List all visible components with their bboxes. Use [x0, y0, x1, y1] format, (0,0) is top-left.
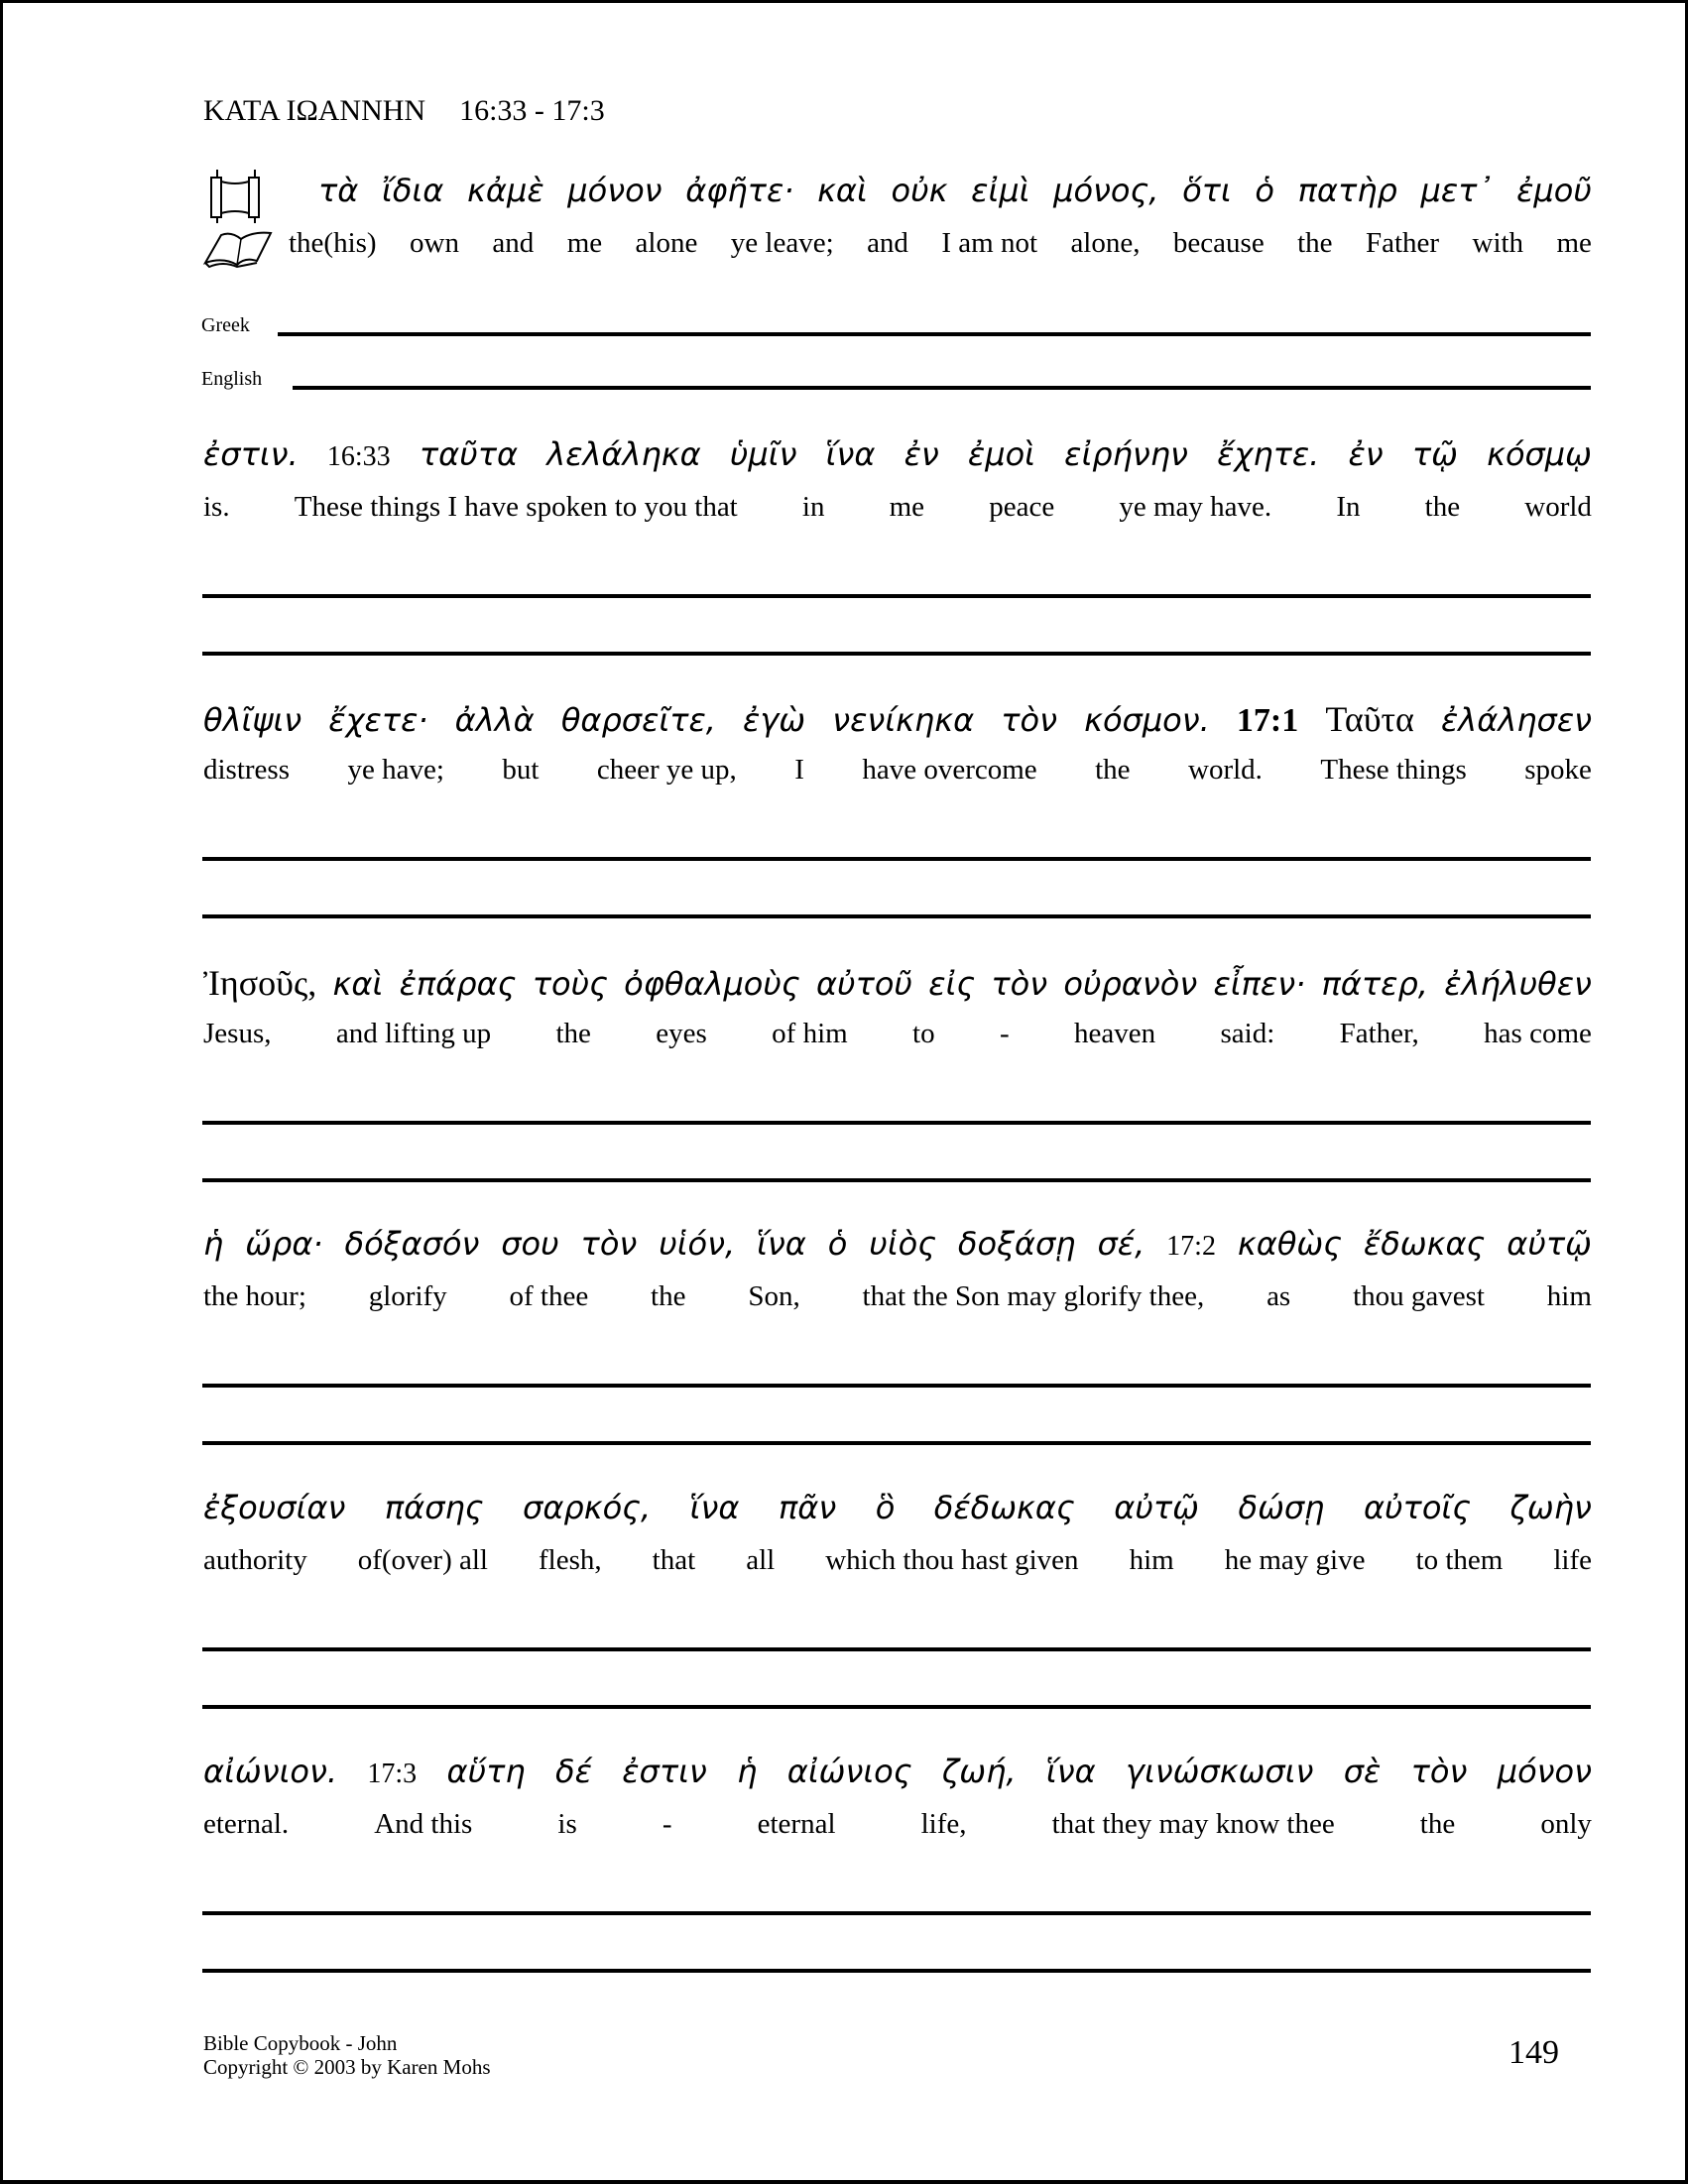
- greek-word: καθὼς: [1237, 1225, 1342, 1263]
- english-word: the: [555, 1018, 591, 1049]
- greek-word: ὅτι: [1182, 172, 1232, 209]
- greek-word: σέ,: [1097, 1225, 1145, 1263]
- english-word: that: [652, 1544, 696, 1576]
- greek-word: θλῖψιν: [203, 701, 302, 739]
- greek-word: καὶ: [817, 172, 868, 209]
- english-word: to them: [1415, 1544, 1504, 1576]
- greek-writing-line[interactable]: [202, 1911, 1591, 1915]
- greek-word: ἐλήλυθεν: [1444, 965, 1592, 1003]
- english-word: alone: [635, 227, 698, 259]
- greek-word: σου: [501, 1225, 559, 1263]
- english-text: [203, 1280, 1592, 1313]
- greek-writing-line[interactable]: [202, 594, 1591, 598]
- greek-word: αἰώνιον.: [203, 1753, 338, 1790]
- greek-word: τοὺς: [532, 965, 608, 1003]
- greek-word: μόνον: [1497, 1753, 1592, 1790]
- english-word: but: [502, 754, 540, 786]
- greek-text: [203, 1489, 1592, 1526]
- verse-number: 16:33: [326, 441, 391, 472]
- greek-word: δόξασόν: [344, 1225, 480, 1263]
- english-word: have overcome: [862, 754, 1037, 786]
- greek-word: πάτερ,: [1321, 965, 1428, 1003]
- greek-word: μόνος,: [1053, 172, 1159, 209]
- greek-word: εἰρήνην: [1064, 435, 1188, 473]
- greek-word: ἔχητε.: [1217, 435, 1320, 473]
- greek-word: τὸν: [1410, 1753, 1468, 1790]
- english-word: of him: [772, 1018, 848, 1049]
- greek-word: δέδωκας: [933, 1489, 1075, 1526]
- greek-word: ἵνα: [1045, 1753, 1096, 1790]
- english-word: and lifting up: [335, 1018, 492, 1049]
- english-word: glorify: [368, 1280, 447, 1312]
- greek-word: ἐμοῦ: [1516, 172, 1592, 209]
- english-writing-line[interactable]: [202, 652, 1591, 656]
- english-word: thou gavest: [1353, 1280, 1485, 1312]
- english-word: flesh,: [539, 1544, 602, 1576]
- english-word: as: [1266, 1280, 1291, 1312]
- greek-writing-line[interactable]: [202, 1121, 1591, 1125]
- greek-word: θαρσεῖτε,: [560, 701, 716, 739]
- english-writing-line[interactable]: [202, 1969, 1591, 1973]
- page-header: [203, 94, 605, 128]
- greek-word: κόσμῳ: [1487, 435, 1592, 473]
- english-writing-line[interactable]: [202, 1441, 1591, 1445]
- english-word: Son,: [748, 1280, 800, 1312]
- footer-copyright: Copyright © 2003 by Karen Mohs: [203, 2055, 491, 2079]
- greek-word: τὸν: [1001, 701, 1057, 739]
- english-word: all: [746, 1544, 776, 1576]
- greek-word: ἀλλὰ: [454, 701, 535, 739]
- english-word: -: [999, 1018, 1010, 1049]
- english-word: is.: [203, 491, 230, 523]
- page-number: 149: [1508, 2034, 1559, 2071]
- greek-word: αὐτῷ: [1114, 1489, 1199, 1526]
- greek-word: ὑμῖν: [729, 435, 797, 473]
- english-word: Jesus,: [203, 1018, 272, 1049]
- footer-title: Bible Copybook - John: [203, 2031, 398, 2055]
- english-word: because: [1172, 227, 1265, 259]
- english-word: eyes: [656, 1018, 707, 1049]
- english-word: and: [867, 227, 908, 259]
- english-writing-line[interactable]: [202, 1178, 1591, 1182]
- greek-word: τὰ: [318, 172, 359, 209]
- english-text: [203, 1808, 1592, 1841]
- english-word: ye have;: [347, 754, 444, 786]
- english-word: in: [801, 491, 825, 523]
- greek-word: ἐστιν: [622, 1753, 707, 1790]
- verse-line: [3, 1225, 1688, 1423]
- greek-word: δοξάσῃ: [957, 1225, 1076, 1263]
- english-practice-label: English: [201, 368, 263, 390]
- greek-word: υἱὸς: [869, 1225, 936, 1263]
- greek-text: [318, 172, 1592, 209]
- greek-word: τὸν: [991, 965, 1048, 1003]
- greek-word: κόσμον.: [1084, 701, 1210, 739]
- english-word: eternal.: [203, 1808, 290, 1840]
- greek-word: Ἰησοῦς,: [203, 963, 317, 1003]
- english-word: spoke: [1524, 754, 1592, 786]
- greek-word: οὐρανὸν: [1063, 965, 1198, 1003]
- english-word: of(over) all: [357, 1544, 488, 1576]
- greek-word: οὐκ: [891, 172, 948, 209]
- english-word: heaven: [1074, 1018, 1156, 1049]
- verse-number: 17:2: [1166, 1231, 1216, 1262]
- greek-word: ὁ: [827, 1225, 848, 1263]
- english-writing-line[interactable]: [202, 1705, 1591, 1709]
- greek-word: Ταῦτα: [1325, 699, 1414, 739]
- greek-word: μόνον: [567, 172, 663, 209]
- english-word: Father,: [1339, 1018, 1419, 1049]
- english-word: is: [557, 1808, 577, 1840]
- english-word: life,: [920, 1808, 967, 1840]
- greek-word: ὀφθαλμοὺς: [624, 965, 800, 1003]
- english-word: has come: [1484, 1018, 1592, 1049]
- greek-text: [203, 698, 1592, 740]
- greek-word: τὸν: [580, 1225, 638, 1263]
- passage-reference: 16:33 - 17:3: [459, 94, 605, 127]
- greek-word: ἐστιν.: [203, 435, 299, 473]
- english-word: own: [410, 227, 459, 259]
- greek-text: [203, 962, 1592, 1004]
- english-word: world.: [1188, 754, 1263, 786]
- english-word: In: [1336, 491, 1361, 523]
- greek-word: ἐξουσίαν: [203, 1489, 346, 1526]
- english-writing-line[interactable]: [293, 386, 1591, 390]
- greek-word: γινώσκωσιν: [1126, 1753, 1314, 1790]
- english-text: [203, 1018, 1592, 1050]
- greek-word: ἡ: [203, 1225, 224, 1263]
- greek-word: καὶ: [332, 965, 384, 1003]
- english-text: [203, 1544, 1592, 1577]
- english-word: the: [1297, 227, 1333, 259]
- english-word: authority: [203, 1544, 307, 1576]
- english-word: the: [1095, 754, 1131, 786]
- verse-line: [3, 1753, 1688, 1951]
- greek-writing-line[interactable]: [202, 1647, 1591, 1651]
- greek-practice-label: Greek: [201, 314, 250, 336]
- greek-word: αὐτοῦ: [815, 965, 912, 1003]
- english-word: him: [1129, 1544, 1174, 1576]
- verse-line: [3, 172, 1688, 370]
- english-word: that they may know thee: [1051, 1808, 1335, 1840]
- english-word: eternal: [757, 1808, 836, 1840]
- english-word: world: [1524, 491, 1592, 523]
- greek-word: ἵνα: [757, 1225, 806, 1263]
- greek-word: ἐν: [1348, 435, 1384, 473]
- english-word: the: [1424, 491, 1461, 523]
- greek-word: σαρκός,: [523, 1489, 652, 1526]
- english-word: -: [662, 1808, 672, 1840]
- english-word: the: [1419, 1808, 1456, 1840]
- greek-word: νενίκηκα: [832, 701, 975, 739]
- greek-word: εἰμὶ: [971, 172, 1030, 209]
- english-word: These things: [1320, 754, 1467, 786]
- english-word: Father: [1365, 227, 1440, 259]
- greek-word: ἵνα: [825, 435, 876, 473]
- greek-word: δέ: [555, 1753, 592, 1790]
- greek-word: αὕτη: [446, 1753, 526, 1790]
- english-text: [203, 491, 1592, 524]
- verse-line: [3, 1489, 1688, 1687]
- greek-word: υἱόν,: [659, 1225, 736, 1263]
- greek-word: πάσης: [384, 1489, 484, 1526]
- greek-word: ἐν: [904, 435, 939, 473]
- english-word: the(his): [289, 227, 377, 259]
- english-word: the: [651, 1280, 686, 1312]
- greek-word: ἐμοὶ: [967, 435, 1035, 473]
- greek-word: ἔδωκας: [1363, 1225, 1486, 1263]
- greek-word: ἐλάλησεν: [1440, 701, 1592, 739]
- english-word: said:: [1220, 1018, 1275, 1049]
- greek-word: ἐπάρας: [399, 965, 517, 1003]
- greek-word: ἐγὼ: [743, 701, 806, 739]
- english-word: These things I have spoken to you that: [294, 491, 738, 523]
- verse-number: 17:3: [367, 1759, 418, 1789]
- greek-word: μετ᾽: [1420, 172, 1494, 209]
- english-word: me: [1556, 227, 1592, 259]
- page-footer: [203, 2031, 491, 2079]
- verse-line: [3, 435, 1688, 634]
- english-word: to: [912, 1018, 935, 1049]
- greek-word: αὐτοῖς: [1363, 1489, 1471, 1526]
- greek-word: ἵνα: [689, 1489, 740, 1526]
- english-word: life: [1553, 1544, 1592, 1576]
- english-word: he may give: [1224, 1544, 1366, 1576]
- english-word: me: [566, 227, 603, 259]
- english-word: only: [1540, 1808, 1592, 1840]
- english-word: peace: [989, 491, 1055, 523]
- greek-text: [203, 1225, 1592, 1263]
- greek-word: εἰς: [928, 965, 976, 1003]
- greek-word: ταῦτα: [419, 435, 519, 473]
- greek-word: ζωή,: [941, 1753, 1017, 1790]
- english-word: him: [1546, 1280, 1592, 1312]
- greek-word: ἀφῆτε·: [685, 172, 794, 209]
- greek-text: [203, 435, 1592, 473]
- greek-word: δώσῃ: [1238, 1489, 1325, 1526]
- english-word: ye may have.: [1119, 491, 1272, 523]
- greek-word: ὁ: [1255, 172, 1274, 209]
- verse-number: 17:1: [1236, 702, 1299, 739]
- english-word: ye leave;: [730, 227, 834, 259]
- greek-writing-line[interactable]: [202, 1384, 1591, 1388]
- verse-line: [3, 698, 1688, 897]
- english-text: [203, 754, 1592, 787]
- english-word: And this: [374, 1808, 473, 1840]
- english-text: [289, 227, 1592, 260]
- english-word: of thee: [509, 1280, 589, 1312]
- english-word: me: [889, 491, 925, 523]
- greek-word: ἔχετε·: [328, 701, 428, 739]
- english-writing-line[interactable]: [202, 914, 1591, 918]
- greek-word: ἴδια: [382, 172, 444, 209]
- greek-word: ζωὴν: [1509, 1489, 1592, 1526]
- greek-word: ὥρα·: [245, 1225, 323, 1263]
- greek-word: σὲ: [1343, 1753, 1382, 1790]
- english-word: distress: [203, 754, 290, 786]
- english-word: which thou hast given: [825, 1544, 1079, 1576]
- english-word: that the Son may glorify thee,: [862, 1280, 1205, 1312]
- verse-line: [3, 962, 1688, 1160]
- greek-word: πατὴρ: [1297, 172, 1397, 209]
- greek-word: ὃ: [875, 1489, 896, 1526]
- greek-word: αἰώνιος: [786, 1753, 912, 1790]
- greek-writing-line[interactable]: [278, 332, 1591, 336]
- greek-word: τῷ: [1411, 435, 1458, 473]
- book-title: ΚΑΤΑ ΙΩΑΝΝΗΝ: [203, 94, 426, 127]
- english-word: cheer ye up,: [596, 754, 737, 786]
- english-word: the hour;: [203, 1280, 306, 1312]
- greek-writing-line[interactable]: [202, 857, 1591, 861]
- english-word: and: [492, 227, 535, 259]
- english-word: I am not: [941, 227, 1038, 259]
- english-word: I: [794, 754, 804, 786]
- english-word: with: [1472, 227, 1524, 259]
- greek-word: ἡ: [737, 1753, 758, 1790]
- english-word: alone,: [1070, 227, 1141, 259]
- greek-word: πᾶν: [778, 1489, 837, 1526]
- greek-text: [203, 1753, 1592, 1790]
- greek-word: αὐτῷ: [1507, 1225, 1592, 1263]
- greek-word: λελάληκα: [546, 435, 701, 473]
- greek-word: εἶπεν·: [1213, 965, 1306, 1003]
- greek-word: κἀμὲ: [467, 172, 544, 209]
